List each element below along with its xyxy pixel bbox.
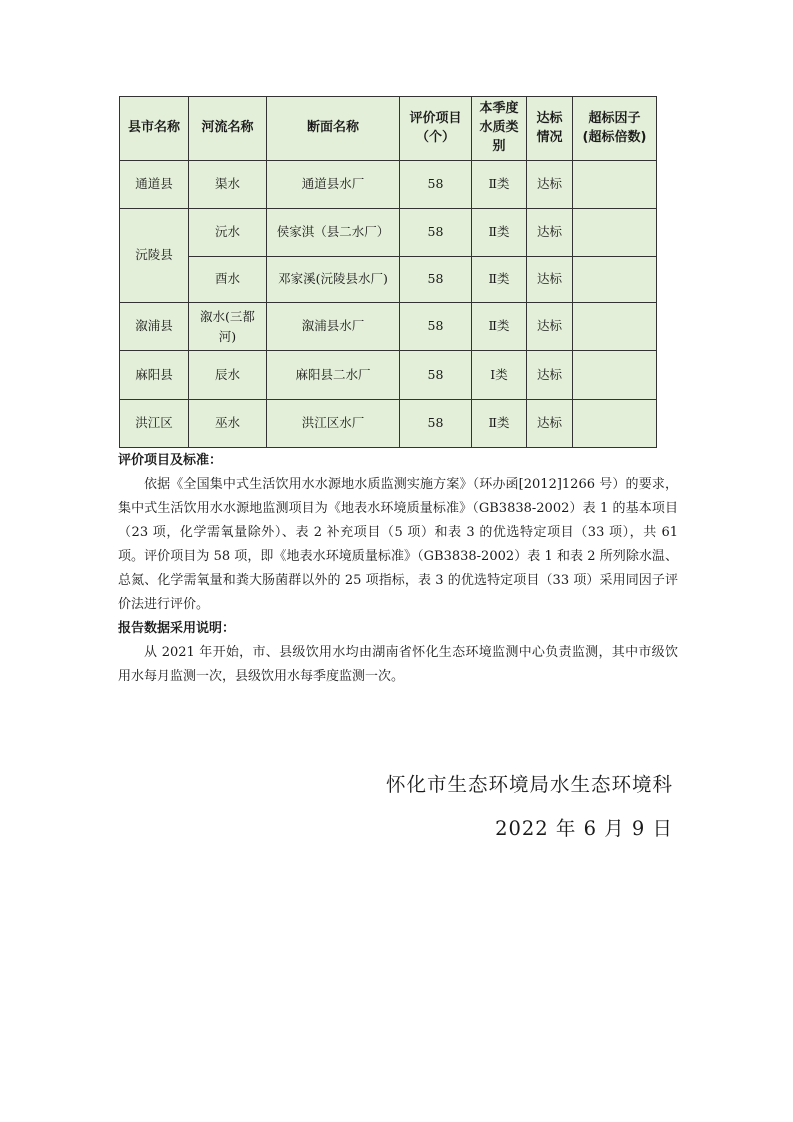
cell-status: 达标 [527,209,573,257]
cell-items: 58 [400,257,472,303]
cell-items: 58 [400,209,472,257]
table-header-row [120,97,657,161]
header-status: 达标 情况 [527,97,573,161]
header-section: 断面名称 [267,97,400,161]
cell-county: 洪江区 [120,400,189,448]
cell-section: 洪江区水厂 [267,400,400,448]
cell-status: 达标 [527,351,573,400]
cell-county: 通道县 [120,161,189,209]
cell-river: 辰水 [189,351,267,400]
cell-quality: Ⅱ类 [472,303,527,351]
cell-quality: Ⅱ类 [472,161,527,209]
cell-river: 渠水 [189,161,267,209]
cell-items: 58 [400,303,472,351]
section-paragraph: 依据《全国集中式生活饮用水水源地水质监测实施方案》（环办函[2012]1266 号）的要求，集中式生活饮用水水源地监测项目为《地表水环境质量标准》（GB3838-2002）表 1 的基本项目（23 项，化学需氧量除外）、表 2 补充项目（5 项）和表 3 的优选特定项目（33 项），共 61 项。评价项目为 58 项，即《地表水环境质量标准》（GB3838-2002）表 1 和表 2 所列除水温、总氮、化学需氧量和粪大肠菌群以外的 25 项指标，表 3 的优选特定项目（33 项）采用同因子评价法进行评价。 [118,477,678,612]
cell-section: 邓家溪(沅陵县水厂) [267,257,400,303]
cell-exceed [573,351,657,400]
table-row [120,400,657,448]
table-row [120,257,657,303]
water-quality-table [119,96,657,448]
cell-status: 达标 [527,161,573,209]
signature-date: 2022 年 6 月 9 日 [495,817,673,840]
cell-exceed [573,400,657,448]
evaluation-section [118,449,678,689]
cell-quality: Ⅱ类 [472,257,527,303]
cell-exceed [573,303,657,351]
cell-status: 达标 [527,400,573,448]
cell-section: 通道县水厂 [267,161,400,209]
cell-items: 58 [400,161,472,209]
cell-section: 溆浦县水厂 [267,303,400,351]
cell-section: 侯家淇（县二水厂） [267,209,400,257]
table-row [120,209,657,257]
header-river: 河流名称 [189,97,267,161]
cell-quality: Ⅱ类 [472,209,527,257]
cell-exceed [573,209,657,257]
header-quality: 本季度 水质类 别 [472,97,527,161]
cell-exceed [573,257,657,303]
cell-county: 麻阳县 [120,351,189,400]
cell-river: 酉水 [189,257,267,303]
header-items: 评价项目 （个） [400,97,472,161]
section-heading: 报告数据采用说明： [118,621,236,636]
table-row [120,351,657,400]
cell-items: 58 [400,400,472,448]
table-row [120,161,657,209]
section-paragraph: 从 2021 年开始，市、县级饮用水均由湖南省怀化生态环境监测中心负责监测，其中市级饮用水每月监测一次，县级饮用水每季度监测一次。 [118,645,678,684]
cell-quality: Ⅰ类 [472,351,527,400]
header-exceed: 超标因子 (超标倍数) [573,97,657,161]
cell-quality: Ⅱ类 [472,400,527,448]
cell-river: 沅水 [189,209,267,257]
section-heading: 评价项目及标准： [118,453,223,468]
cell-status: 达标 [527,257,573,303]
cell-river: 巫水 [189,400,267,448]
cell-section: 麻阳县二水厂 [267,351,400,400]
cell-river: 溆水(三都 河) [189,303,267,351]
cell-county: 溆浦县 [120,303,189,351]
cell-items: 58 [400,351,472,400]
header-county: 县市名称 [120,97,189,161]
cell-exceed [573,161,657,209]
table-row [120,303,657,351]
cell-county: 沅陵县 [120,209,189,303]
cell-status: 达标 [527,303,573,351]
signature-org: 怀化市生态环境局水生态环境科 [385,773,673,796]
